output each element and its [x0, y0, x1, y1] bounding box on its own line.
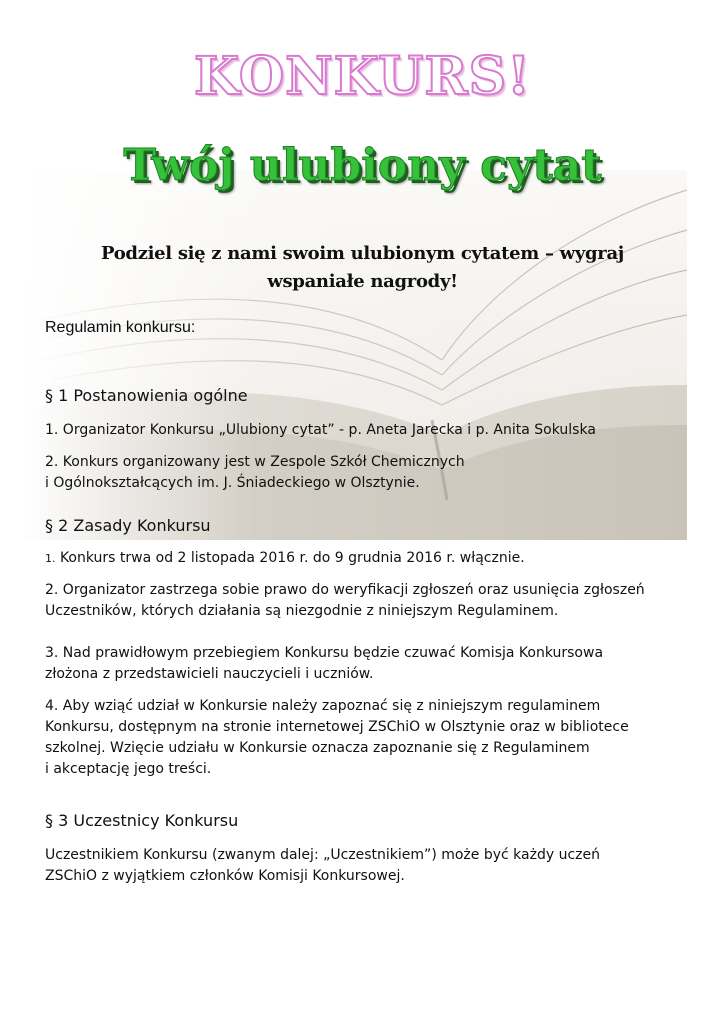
section-1-point-2-cont: i Ogólnokształcących im. J. Śniadeckiego w Olsztynie. [45, 475, 420, 491]
section-2-title: § 2 Zasady Konkursu [45, 516, 211, 535]
section-2-point-1 [45, 548, 685, 569]
contest-subtitle: Twój ulubiony cytat [123, 140, 602, 191]
section-3-text: Uczestnikiem Konkursu (zwanym dalej: „Uczestnikiem”) może być każdy uczeń [45, 847, 600, 863]
section-2-point-3: 3. Nad prawidłowym przebiegiem Konkursu będzie czuwać Komisja Konkursowa [45, 645, 604, 661]
contest-tagline: Podziel się z nami swoim ulubionym cytatem – wygraj wspaniałe nagrody! [100, 243, 625, 292]
section-2-point-4: 4. Aby wziąć udział w Konkursie należy zapoznać się z niniejszym regulaminem [45, 698, 601, 714]
section-2-point-4-line-2: Konkursu, dostępnym na stronie internetowej ZSChiO w Olsztynie oraz w bibliotece [45, 719, 629, 735]
point-text: Konkurs trwa od 2 listopada 2016 r. do 9 grudnia 2016 r. włącznie. [55, 550, 525, 566]
section-1-title: § 1 Postanowienia ogólne [45, 386, 248, 405]
section-3-title: § 3 Uczestnicy Konkursu [45, 811, 239, 830]
point-number: 1. [45, 552, 56, 565]
section-1-point-2: 2. Konkurs organizowany jest w Zespole Szkół Chemicznych [45, 454, 465, 470]
section-1-point-1: 1. Organizator Konkursu „Ulubiony cytat” - p. Aneta Jarecka i p. Anita Sokulska [45, 422, 596, 438]
section-2-point-2: 2. Organizator zastrzega sobie prawo do weryfikacji zgłoszeń oraz usunięcia zgłoszeń [45, 582, 645, 598]
section-2-point-4-line-3: szkolnej. Wzięcie udziału w Konkursie oznacza zapoznanie się z Regulaminem [45, 740, 590, 756]
section-2-point-3-cont: złożona z przedstawicieli nauczycieli i uczniów. [45, 666, 374, 682]
contest-title: KONKURS! [194, 46, 531, 107]
section-2-point-2-cont: Uczestników, których działania są niezgodnie z niniejszym Regulaminem. [45, 603, 559, 619]
section-2-point-4-line-4: i akceptację jego treści. [45, 761, 212, 777]
section-3-text-cont: ZSChiO z wyjątkiem członków Komisji Konkursowej. [45, 868, 405, 884]
regulations-heading: Regulamin konkursu: [45, 319, 196, 336]
